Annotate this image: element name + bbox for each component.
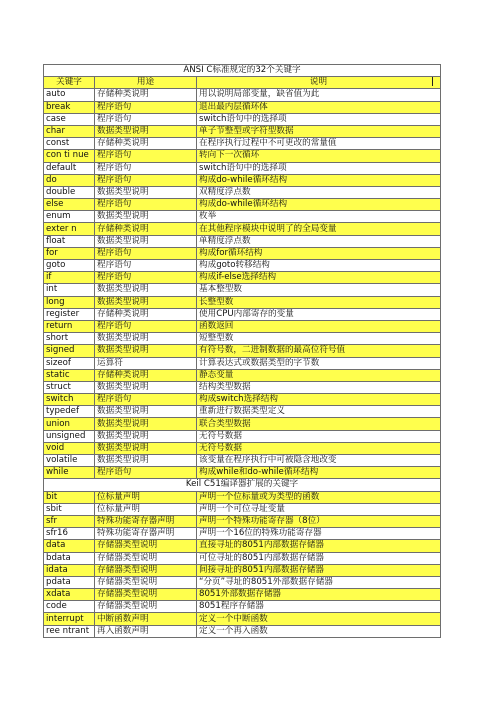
usage-cell: 存储器类型说明 [95,576,197,588]
keyword-cell: long [44,296,95,308]
description-cell: 间接寻址的8051内部数据存储器 [197,564,441,576]
table-row [44,150,441,162]
keyword-cell: union [44,418,95,430]
table-row [44,491,441,503]
usage-cell: 存储种类说明 [95,138,197,150]
description-cell: 退出最内层循环体 [197,101,441,113]
usage-cell: 程序语句 [95,174,197,186]
table-row [44,320,441,332]
description-cell: 重新进行数据类型定义 [197,406,441,418]
table-row [44,296,441,308]
table-row [44,613,441,625]
usage-cell: 存储种类说明 [95,369,197,381]
usage-cell: 数据类型说明 [95,418,197,430]
usage-cell: 存储器类型说明 [95,564,197,576]
keyword-cell: xdata [44,589,95,601]
keyword-cell: typedef [44,406,95,418]
table-row [44,381,441,393]
keyword-cell: default [44,162,95,174]
keyword-cell: break [44,101,95,113]
keyword-cell: pdata [44,576,95,588]
usage-cell: 数据类型说明 [95,430,197,442]
description-cell: 构成for循环结构 [197,247,441,259]
table-row [44,576,441,588]
description-cell: 构成if-else选择结构 [197,272,441,284]
description-cell: 可位寻址的8051内部数据存储器 [197,552,441,564]
keyword-cell: const [44,138,95,150]
table-row [44,186,441,198]
description-cell: 联合类型数据 [197,418,441,430]
description-cell: 构成switch选择结构 [197,394,441,406]
table-row [44,564,441,576]
usage-cell: 数据类型说明 [95,406,197,418]
keyword-cell: void [44,442,95,454]
table-row [44,89,441,101]
usage-cell: 数据类型说明 [95,284,197,296]
column-header-usage: 用途 [95,77,197,89]
keyword-cell: signed [44,345,95,357]
usage-cell: 存储种类说明 [95,308,197,320]
description-cell: 函数返回 [197,320,441,332]
keyword-table [43,64,441,638]
table-row [44,418,441,430]
keyword-cell: exter n [44,223,95,235]
keyword-cell: interrupt [44,613,95,625]
keyword-cell: sizeof [44,357,95,369]
keyword-cell: bdata [44,552,95,564]
keyword-cell: char [44,125,95,137]
usage-cell: 数据类型说明 [95,333,197,345]
usage-cell: 数据类型说明 [95,442,197,454]
description-cell: 在程序执行过程中不可更改的常量值 [197,138,441,150]
keyword-cell: do [44,174,95,186]
table-row [44,552,441,564]
keyword-cell: auto [44,89,95,101]
description-cell: 短整型数 [197,333,441,345]
usage-cell: 数据类型说明 [95,125,197,137]
table-row [44,284,441,296]
table-row [44,430,441,442]
table-row [44,503,441,515]
table-row [44,345,441,357]
table-row [44,394,441,406]
keil-section-title: Keil C51编译器扩展的关键字 [44,479,441,491]
description-cell: 8051外部数据存储器 [197,589,441,601]
usage-cell: 数据类型说明 [95,381,197,393]
keyword-cell: case [44,113,95,125]
description-cell: 双精度浮点数 [197,186,441,198]
keyword-cell: float [44,235,95,247]
table-row [44,333,441,345]
table-row [44,247,441,259]
description-cell: 转向下一次循环 [197,150,441,162]
table-row [44,406,441,418]
description-cell: 基本整型数 [197,284,441,296]
usage-cell: 存储器类型说明 [95,540,197,552]
description-cell: 构成goto转移结构 [197,260,441,272]
description-cell: 无符号数据 [197,442,441,454]
description-cell: 单精度浮点数 [197,235,441,247]
table-row [44,162,441,174]
description-cell: 有符号数，二进制数据的最高位符号值 [197,345,441,357]
description-cell: 定义一个中断函数 [197,613,441,625]
keyword-cell: register [44,308,95,320]
keyword-cell: sbit [44,503,95,515]
description-cell: 使用CPU内部寄存的变量 [197,308,441,320]
usage-cell: 存储器类型说明 [95,589,197,601]
table-row [44,199,441,211]
description-cell: 在其他程序模块中说明了的全局变量 [197,223,441,235]
keyword-cell: return [44,320,95,332]
usage-cell: 存储种类说明 [95,89,197,101]
usage-cell: 数据类型说明 [95,455,197,467]
table-row [44,101,441,113]
description-cell: 无符号数据 [197,430,441,442]
usage-cell: 位标量声明 [95,503,197,515]
table-title: ANSI C标准规定的32个关键字 [44,65,441,77]
description-cell: “分页”寻址的8051外部数据存储器 [197,576,441,588]
keyword-cell: bit [44,491,95,503]
description-cell: 静态变量 [197,369,441,381]
description-cell: 单子节整型或字符型数据 [197,125,441,137]
table-row [44,125,441,137]
usage-cell: 存储种类说明 [95,223,197,235]
table-row [44,589,441,601]
description-cell: 结构类型数据 [197,381,441,393]
table-row [44,442,441,454]
table-row [44,223,441,235]
description-cell: 该变量在程序执行中可被隐含地改变 [197,455,441,467]
description-cell: 声明一个可位寻址变量 [197,503,441,515]
usage-cell: 数据类型说明 [95,211,197,223]
keyword-cell: for [44,247,95,259]
usage-cell: 存储器类型说明 [95,601,197,613]
table-row [44,515,441,527]
table-row [44,369,441,381]
usage-cell: 存储器类型说明 [95,552,197,564]
keyword-cell: ree ntrant [44,625,95,637]
usage-cell: 程序语句 [95,272,197,284]
usage-cell: 程序语句 [95,199,197,211]
table-row [44,528,441,540]
usage-cell: 程序语句 [95,150,197,162]
keyword-cell: idata [44,564,95,576]
usage-cell: 程序语句 [95,113,197,125]
keyword-cell: volatile [44,455,95,467]
table-row [44,625,441,637]
table-row [44,260,441,272]
usage-cell: 程序语句 [95,260,197,272]
usage-cell: 再入函数声明 [95,625,197,637]
usage-cell: 运算符 [95,357,197,369]
usage-cell: 程序语句 [95,394,197,406]
usage-cell: 数据类型说明 [95,345,197,357]
keyword-cell: sfr16 [44,528,95,540]
keyword-cell: struct [44,381,95,393]
table-row [44,357,441,369]
description-cell: 构成while和do-while循环结构 [197,467,441,479]
table-title-row [44,65,441,77]
usage-cell: 程序语句 [95,467,197,479]
description-cell: 用以说明局部变量，缺省值为此 [197,89,441,101]
description-cell: 直接寻址的8051内部数据存储器 [197,540,441,552]
usage-cell: 特殊功能寄存器声明 [95,528,197,540]
usage-cell: 程序语句 [95,247,197,259]
table-row [44,211,441,223]
keyword-cell: code [44,601,95,613]
keyword-cell: else [44,199,95,211]
description-cell: 构成do-while循环结构 [197,174,441,186]
description-cell: 声明一个位标量或为类型的函数 [197,491,441,503]
usage-cell: 数据类型说明 [95,296,197,308]
table-row [44,467,441,479]
description-cell: 定义一个再入函数 [197,625,441,637]
keyword-cell: con ti nue [44,150,95,162]
text-cursor-mark [432,77,433,86]
table-row [44,308,441,320]
table-row [44,455,441,467]
usage-cell: 数据类型说明 [95,235,197,247]
table-row [44,235,441,247]
usage-cell: 数据类型说明 [95,186,197,198]
keil-section-title-row [44,479,441,491]
usage-cell: 中断函数声明 [95,613,197,625]
keyword-cell: switch [44,394,95,406]
description-cell: 构成do-while循环结构 [197,199,441,211]
description-cell: switch语句中的选择项 [197,162,441,174]
keyword-cell: if [44,272,95,284]
usage-cell: 程序语句 [95,320,197,332]
keyword-cell: sfr [44,515,95,527]
description-cell: switch语句中的选择项 [197,113,441,125]
column-header-keyword: 关键字 [44,77,95,89]
keyword-cell: short [44,333,95,345]
description-cell: 计算表达式或数据类型的字节数 [197,357,441,369]
table-row [44,272,441,284]
column-header-description: 说明 [197,77,441,89]
keyword-cell: data [44,540,95,552]
table-row [44,601,441,613]
keyword-cell: unsigned [44,430,95,442]
table-row [44,540,441,552]
keyword-table-body [44,65,441,638]
keyword-cell: double [44,186,95,198]
usage-cell: 程序语句 [95,101,197,113]
keyword-cell: static [44,369,95,381]
table-row [44,138,441,150]
usage-cell: 位标量声明 [95,491,197,503]
usage-cell: 程序语句 [95,162,197,174]
description-cell: 枚举 [197,211,441,223]
usage-cell: 特殊功能寄存器声明 [95,515,197,527]
keyword-cell: enum [44,211,95,223]
description-cell: 声明一个特殊功能寄存器（8位） [197,515,441,527]
description-cell: 长整型数 [197,296,441,308]
keyword-cell: goto [44,260,95,272]
table-header-row [44,77,441,89]
keyword-cell: while [44,467,95,479]
description-cell: 声明一个16位的特殊功能寄存器 [197,528,441,540]
table-row [44,113,441,125]
keyword-cell: int [44,284,95,296]
table-row [44,174,441,186]
description-cell: 8051程序存储器 [197,601,441,613]
